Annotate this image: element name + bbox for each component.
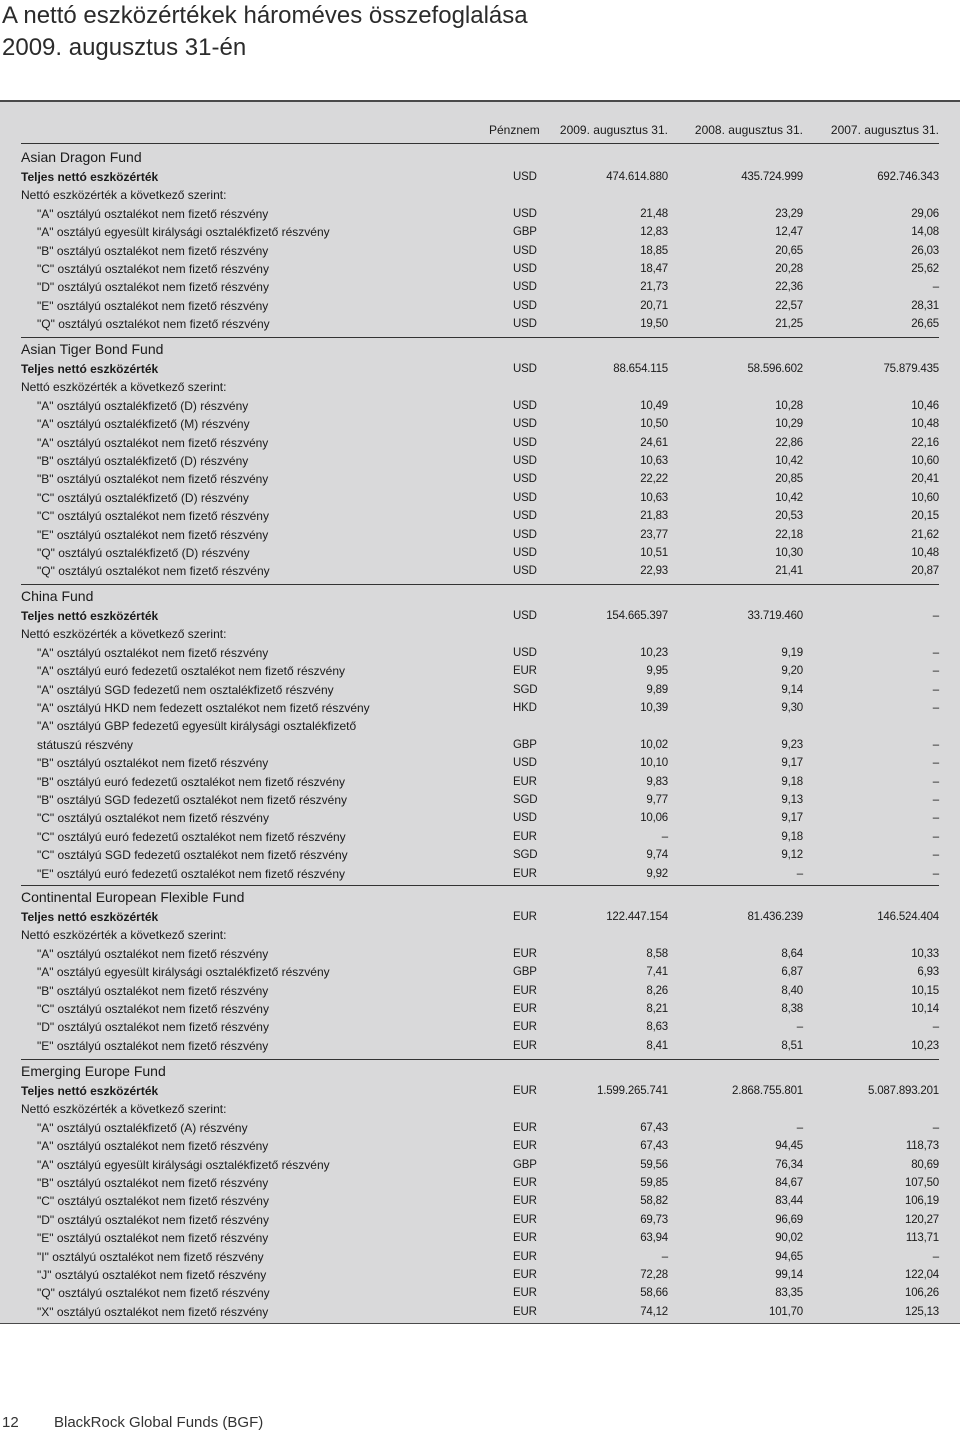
share-class-label: "A" osztályú egyesült királysági osztalékfizető részvény	[37, 965, 330, 980]
share-class-label: "B" osztályú osztalékot nem fizető részvény	[37, 243, 269, 258]
share-class-nav-2008: 83,35	[775, 1287, 803, 1300]
share-class-nav-2009: 18,47	[640, 263, 668, 275]
share-class-nav-2008: 9,17	[781, 757, 803, 770]
share-class-label: "A" osztályú osztalékot nem fizető részvény	[37, 206, 269, 221]
share-class-label: "A" osztályú SGD fedezetű nem osztalékfizető részvény	[37, 682, 334, 697]
share-class-currency: SGD	[513, 849, 538, 862]
share-class-currency: EUR	[513, 867, 537, 880]
share-class-label: "B" osztályú osztalékot nem fizető részvény	[37, 983, 269, 998]
nav-breakdown-label: Nettó eszközérték a következő szerint:	[21, 380, 227, 395]
total-nav-2008: 81.436.239	[747, 911, 803, 923]
share-class-nav-2008: 9,23	[781, 738, 803, 751]
total-nav-label: Teljes nettó eszközérték	[21, 362, 159, 376]
fund-title: Emerging Europe Fund	[21, 1063, 166, 1079]
total-nav-2008: 435.724.999	[741, 171, 803, 183]
share-class-nav-2008: –	[796, 1121, 803, 1134]
share-class-nav-2007: 80,69	[911, 1158, 939, 1171]
page-title	[2, 0, 528, 64]
share-class-nav-2007: 120,27	[905, 1213, 939, 1226]
fund-title: China Fund	[21, 588, 94, 604]
share-class-nav-2008: 22,36	[775, 281, 803, 294]
share-class-nav-2007: 22,16	[911, 436, 939, 449]
share-class-label: "B" osztályú osztalékot nem fizető részvény	[37, 756, 269, 771]
fund-divider	[21, 1059, 939, 1060]
share-class-label: "C" osztályú osztalékot nem fizető részvény	[37, 509, 269, 524]
share-class-label: "Q" osztályú osztalékfizető (D) részvény	[37, 546, 250, 560]
share-class-nav-2008: 10,42	[775, 455, 803, 467]
share-class-nav-2009: 10,63	[640, 455, 668, 467]
share-class-currency: USD	[513, 299, 537, 312]
column-header-2008: 2008. augusztus 31.	[694, 123, 803, 137]
total-nav-2007: 692.746.343	[877, 171, 939, 183]
share-class-currency: USD	[513, 418, 537, 431]
share-class-label: "Q" osztályú osztalékot nem fizető részvény	[37, 1286, 270, 1301]
total-nav-2007: 5.087.893.201	[868, 1085, 939, 1097]
share-class-nav-2009: 10,23	[640, 646, 668, 659]
share-class-nav-2008: 6,87	[781, 966, 803, 979]
share-class-currency: USD	[513, 510, 537, 523]
share-class-currency: USD	[513, 281, 537, 294]
share-class-nav-2009: 58,66	[640, 1287, 668, 1300]
share-class-label: "C" osztályú osztalékot nem fizető részvény	[37, 811, 269, 826]
total-nav-currency: USD	[513, 610, 537, 622]
share-class-nav-2007: 21,62	[911, 528, 939, 541]
total-nav-currency: EUR	[513, 911, 537, 923]
share-class-label: "A" osztályú osztalékot nem fizető részvény	[37, 946, 269, 961]
share-class-nav-2008: 12,47	[775, 226, 803, 239]
share-class-nav-2008: 99,14	[775, 1269, 803, 1281]
total-nav-2009: 1.599.265.741	[597, 1085, 668, 1097]
share-class-currency: USD	[513, 207, 537, 220]
share-class-nav-2007: –	[932, 1021, 939, 1034]
share-class-nav-2008: 20,65	[775, 244, 803, 257]
share-class-nav-2007: –	[932, 702, 939, 714]
share-class-label: "E" osztályú osztalékot nem fizető részvény	[37, 1231, 269, 1246]
share-class-nav-2009: 8,26	[646, 984, 668, 997]
fund-title: Continental European Flexible Fund	[21, 889, 245, 905]
share-class-nav-2007: –	[932, 849, 939, 862]
share-class-nav-2007: 10,14	[911, 1003, 939, 1015]
share-class-nav-2008: 94,45	[775, 1140, 803, 1153]
share-class-label: "A" osztályú osztalékot nem fizető részvény	[37, 645, 269, 660]
share-class-label: "Q" osztályú osztalékot nem fizető részvény	[37, 317, 270, 332]
share-class-nav-2007: –	[932, 812, 939, 825]
share-class-nav-2009: 10,06	[640, 812, 668, 825]
share-class-nav-2009: 9,89	[646, 683, 668, 696]
share-class-nav-2007: 20,87	[911, 565, 939, 578]
share-class-nav-2008: 21,41	[775, 565, 803, 578]
share-class-label: "C" osztályú osztalékot nem fizető részvény	[37, 1002, 269, 1016]
share-class-label: "B" osztályú osztalékfizető (D) részvény	[37, 454, 249, 468]
share-class-nav-2007: 106,19	[905, 1195, 939, 1208]
share-class-nav-2007: 122,04	[905, 1269, 939, 1281]
share-class-label: "A" osztályú osztalékfizető (A) részvény	[37, 1120, 248, 1135]
share-class-currency: GBP	[513, 966, 537, 979]
total-nav-2009: 88.654.115	[613, 363, 668, 375]
share-class-nav-2009: 10,63	[640, 491, 668, 504]
share-class-currency: EUR	[513, 830, 537, 843]
share-class-currency: USD	[513, 473, 537, 486]
share-class-currency: EUR	[513, 1121, 537, 1134]
share-class-nav-2008: 10,29	[775, 418, 803, 431]
share-class-nav-2007: 10,23	[911, 1039, 939, 1052]
total-nav-2009: 474.614.880	[606, 171, 668, 183]
share-class-currency: EUR	[513, 1305, 537, 1318]
share-class-nav-2009: 21,48	[640, 207, 668, 220]
share-class-nav-2009: 59,85	[640, 1177, 668, 1189]
share-class-nav-2008: 9,20	[781, 665, 803, 678]
share-class-currency: SGD	[513, 683, 538, 696]
total-nav-2007: 75.879.435	[883, 363, 939, 375]
share-class-nav-2007: 29,06	[911, 207, 939, 220]
share-class-nav-2007: –	[932, 683, 939, 696]
share-class-nav-2008: 22,57	[775, 299, 803, 312]
share-class-nav-2007: 125,13	[905, 1305, 939, 1318]
share-class-label: "B" osztályú euró fedezetű osztalékot nem fizető részvény	[37, 774, 346, 789]
share-class-label: "J" osztályú osztalékot nem fizető részvény	[37, 1268, 267, 1282]
share-class-nav-2009: 63,94	[640, 1232, 668, 1245]
share-class-nav-2008: 8,64	[781, 947, 803, 960]
share-class-nav-2009: 21,73	[640, 281, 668, 294]
share-class-label: státuszú részvény	[37, 737, 134, 752]
share-class-label: "C" osztályú euró fedezetű osztalékot nem fizető részvény	[37, 829, 346, 844]
nav-breakdown-label: Nettó eszközérték a következő szerint:	[21, 1102, 227, 1117]
share-class-currency: USD	[513, 455, 537, 467]
share-class-nav-2007: 10,46	[911, 399, 939, 412]
share-class-currency: EUR	[513, 1177, 537, 1189]
share-class-nav-2008: 9,13	[781, 794, 803, 806]
share-class-nav-2008: 9,18	[781, 775, 803, 788]
share-class-label: "A" osztályú HKD nem fedezett osztalékot nem fizető részvény	[37, 701, 370, 715]
share-class-nav-2009: 58,82	[640, 1195, 668, 1208]
share-class-nav-2008: 9,17	[781, 812, 803, 825]
share-class-label: "B" osztályú osztalékot nem fizető részvény	[37, 1176, 269, 1190]
share-class-currency: EUR	[513, 1250, 537, 1263]
share-class-nav-2007: –	[932, 1121, 939, 1134]
share-class-currency: EUR	[513, 1232, 537, 1245]
share-class-currency: GBP	[513, 226, 537, 239]
share-class-currency: USD	[513, 812, 537, 825]
share-class-currency: EUR	[513, 775, 537, 788]
share-class-nav-2008: 8,40	[781, 984, 803, 997]
share-class-nav-2009: 23,77	[640, 528, 668, 541]
share-class-currency: USD	[513, 565, 537, 578]
share-class-nav-2008: –	[796, 1021, 803, 1034]
share-class-nav-2007: –	[932, 738, 939, 751]
share-class-nav-2008: 20,28	[775, 263, 803, 275]
share-class-nav-2007: –	[932, 1250, 939, 1263]
share-class-currency: USD	[513, 528, 537, 541]
share-class-nav-2009: 10,50	[640, 418, 668, 431]
share-class-nav-2007: 26,65	[911, 318, 939, 331]
share-class-nav-2009: –	[661, 1250, 668, 1263]
share-class-nav-2008: –	[796, 867, 803, 880]
share-class-label: "E" osztályú euró fedezetű osztalékot nem fizető részvény	[37, 866, 346, 881]
share-class-nav-2009: 8,21	[646, 1003, 668, 1015]
fund-divider	[21, 337, 939, 338]
share-class-nav-2009: 21,83	[640, 510, 668, 523]
share-class-currency: EUR	[513, 1021, 537, 1034]
nav-breakdown-label: Nettó eszközérték a következő szerint:	[21, 188, 227, 203]
share-class-currency: USD	[513, 263, 537, 275]
share-class-nav-2008: 22,18	[775, 528, 803, 541]
share-class-nav-2007: 6,93	[917, 966, 939, 979]
share-class-nav-2007: 14,08	[911, 226, 939, 239]
share-class-nav-2009: 18,85	[640, 244, 668, 257]
share-class-nav-2009: 67,43	[640, 1140, 668, 1153]
share-class-nav-2007: –	[932, 646, 939, 659]
total-nav-label: Teljes nettó eszközérték	[21, 609, 159, 623]
share-class-currency: GBP	[513, 1158, 537, 1171]
share-class-nav-2009: 72,28	[640, 1269, 668, 1281]
share-class-nav-2009: 9,77	[646, 794, 668, 806]
total-nav-2008: 58.596.602	[747, 363, 803, 375]
total-nav-2009: 122.447.154	[606, 911, 668, 923]
share-class-label: "X" osztályú osztalékot nem fizető részvény	[37, 1304, 269, 1319]
share-class-nav-2009: 10,02	[640, 738, 668, 751]
share-class-nav-2007: –	[932, 867, 939, 880]
share-class-currency: EUR	[513, 1039, 537, 1052]
share-class-currency: USD	[513, 436, 537, 449]
share-class-nav-2009: 59,56	[640, 1158, 668, 1171]
share-class-nav-2007: –	[932, 775, 939, 788]
share-class-currency: EUR	[513, 1287, 537, 1300]
share-class-currency: USD	[513, 547, 537, 559]
share-class-currency: EUR	[513, 1003, 537, 1015]
share-class-currency: USD	[513, 244, 537, 257]
share-class-label: "B" osztályú SGD fedezetű osztalékot nem fizető részvény	[37, 793, 347, 807]
share-class-label: "I" osztályú osztalékot nem fizető részvény	[37, 1249, 264, 1264]
footer-page-number: 12	[2, 1414, 19, 1431]
share-class-nav-2008: 9,19	[781, 646, 803, 659]
total-nav-label: Teljes nettó eszközérték	[21, 170, 159, 184]
share-class-label: "A" osztályú osztalékot nem fizető részvény	[37, 435, 269, 450]
share-class-currency: USD	[513, 491, 537, 504]
share-class-nav-2008: 10,42	[775, 491, 803, 504]
fund-divider	[21, 584, 939, 585]
share-class-nav-2007: 25,62	[911, 263, 939, 275]
share-class-nav-2009: 10,51	[640, 547, 668, 559]
share-class-nav-2009: 9,92	[646, 867, 668, 880]
share-class-label: "D" osztályú osztalékot nem fizető részvény	[37, 1212, 269, 1227]
share-class-nav-2007: 107,50	[905, 1177, 939, 1189]
fund-title: Asian Tiger Bond Fund	[21, 341, 164, 357]
share-class-nav-2007: 28,31	[911, 299, 939, 312]
share-class-nav-2007: –	[932, 281, 939, 294]
share-class-currency: EUR	[513, 665, 537, 678]
share-class-nav-2007: –	[932, 665, 939, 678]
total-nav-2007: 146.524.404	[877, 911, 939, 923]
fund-title: Asian Dragon Fund	[21, 149, 142, 165]
share-class-nav-2009: 9,83	[646, 775, 668, 788]
share-class-nav-2009: 8,58	[646, 947, 668, 960]
column-header-currency: Pénznem	[489, 123, 540, 137]
share-class-nav-2008: 84,67	[775, 1177, 803, 1189]
share-class-nav-2008: 96,69	[775, 1213, 803, 1226]
share-class-nav-2009: 20,71	[640, 299, 668, 312]
share-class-nav-2008: 9,12	[781, 849, 803, 862]
share-class-nav-2008: 76,34	[775, 1158, 803, 1171]
share-class-nav-2007: 10,33	[911, 947, 939, 960]
total-nav-2007: –	[932, 610, 939, 622]
share-class-nav-2009: 74,12	[640, 1305, 668, 1318]
column-header-2009: 2009. augusztus 31.	[559, 123, 668, 137]
share-class-label: "A" osztályú osztalékfizető (D) részvény	[37, 398, 249, 413]
share-class-nav-2007: 113,71	[905, 1232, 939, 1245]
share-class-currency: EUR	[513, 1140, 537, 1153]
total-nav-2008: 2.868.755.801	[732, 1085, 803, 1097]
share-class-nav-2008: 101,70	[769, 1305, 803, 1318]
panel-top-divider	[0, 100, 960, 102]
share-class-label: "C" osztályú osztalékfizető (D) részvény	[37, 490, 249, 505]
share-class-nav-2009: 10,49	[640, 399, 668, 412]
share-class-nav-2009: 69,73	[640, 1213, 668, 1226]
nav-breakdown-label: Nettó eszközérték a következő szerint:	[21, 928, 227, 943]
share-class-currency: SGD	[513, 794, 538, 806]
share-class-label: "C" osztályú osztalékot nem fizető részvény	[37, 262, 269, 276]
share-class-label: "E" osztályú osztalékot nem fizető részvény	[37, 298, 269, 313]
share-class-label: "A" osztályú GBP fedezetű egyesült királysági osztalékfizető	[37, 719, 357, 734]
share-class-nav-2007: 118,73	[905, 1140, 939, 1153]
panel-bottom-divider	[0, 1323, 960, 1324]
share-class-currency: EUR	[513, 1269, 537, 1281]
share-class-nav-2007: 106,26	[905, 1287, 939, 1300]
share-class-label: "E" osztályú osztalékot nem fizető részvény	[37, 527, 269, 542]
share-class-label: "A" osztályú osztalékfizető (M) részvény	[37, 417, 250, 432]
share-class-nav-2008: 10,28	[775, 399, 803, 412]
share-class-label: "E" osztályú osztalékot nem fizető részvény	[37, 1038, 269, 1053]
total-nav-2009: 154.665.397	[606, 610, 668, 622]
share-class-currency: USD	[513, 399, 537, 412]
footer-brand: BlackRock Global Funds (BGF)	[54, 1414, 264, 1431]
share-class-nav-2009: 9,74	[646, 849, 668, 862]
share-class-currency: GBP	[513, 738, 537, 751]
share-class-label: "D" osztályú osztalékot nem fizető részvény	[37, 280, 269, 295]
share-class-nav-2009: 22,22	[640, 473, 668, 486]
share-class-nav-2007: 26,03	[911, 244, 939, 257]
share-class-nav-2007: 20,15	[911, 510, 939, 523]
share-class-nav-2007: –	[932, 830, 939, 843]
share-class-label: "A" osztályú euró fedezetű osztalékot nem fizető részvény	[37, 664, 346, 679]
share-class-nav-2008: 8,51	[781, 1039, 803, 1052]
share-class-currency: EUR	[513, 984, 537, 997]
share-class-nav-2009: 22,93	[640, 565, 668, 578]
total-nav-2008: 33.719.460	[747, 610, 803, 622]
share-class-label: "C" osztályú SGD fedezetű osztalékot nem fizető részvény	[37, 848, 348, 863]
share-class-nav-2008: 21,25	[775, 318, 803, 331]
share-class-nav-2008: 22,86	[775, 436, 803, 449]
fund-divider	[21, 885, 939, 886]
share-class-nav-2008: 23,29	[775, 207, 803, 220]
share-class-nav-2007: 10,48	[911, 547, 939, 559]
share-class-nav-2007: 10,60	[911, 491, 939, 504]
share-class-nav-2009: 8,41	[646, 1039, 668, 1052]
total-nav-currency: EUR	[513, 1085, 537, 1097]
total-nav-label: Teljes nettó eszközérték	[21, 910, 159, 924]
share-class-currency: EUR	[513, 1213, 537, 1226]
share-class-nav-2007: 10,15	[911, 984, 939, 997]
column-header-2007: 2007. augusztus 31.	[830, 123, 939, 137]
share-class-currency: USD	[513, 318, 537, 331]
share-class-nav-2008: 8,38	[781, 1003, 803, 1015]
share-class-nav-2008: 20,85	[775, 473, 803, 486]
share-class-nav-2009: 7,41	[646, 966, 668, 979]
share-class-currency: EUR	[513, 947, 537, 960]
header-divider	[21, 143, 939, 144]
share-class-currency: EUR	[513, 1195, 537, 1208]
page-title-line-2: 2009. augusztus 31-én	[2, 34, 247, 61]
share-class-nav-2008: 90,02	[775, 1232, 803, 1245]
share-class-label: "B" osztályú osztalékot nem fizető részvény	[37, 472, 269, 487]
share-class-currency: USD	[513, 646, 537, 659]
share-class-nav-2009: 19,50	[640, 318, 668, 331]
share-class-nav-2007: 20,41	[911, 473, 939, 486]
share-class-nav-2009: 9,95	[646, 665, 668, 678]
share-class-nav-2008: 9,18	[781, 830, 803, 843]
share-class-nav-2008: 10,30	[775, 547, 803, 559]
share-class-label: "A" osztályú egyesült királysági osztalékfizető részvény	[37, 225, 330, 240]
share-class-label: "D" osztályú osztalékot nem fizető részvény	[37, 1020, 269, 1035]
share-class-nav-2007: –	[932, 757, 939, 770]
share-class-nav-2007: 10,48	[911, 418, 939, 431]
total-nav-currency: USD	[513, 363, 537, 375]
share-class-nav-2008: 20,53	[775, 510, 803, 523]
share-class-label: "A" osztályú egyesült királysági osztalékfizető részvény	[37, 1157, 330, 1172]
nav-breakdown-label: Nettó eszközérték a következő szerint:	[21, 627, 227, 642]
share-class-nav-2008: 83,44	[775, 1195, 803, 1208]
share-class-nav-2009: 67,43	[640, 1121, 668, 1134]
share-class-nav-2009: –	[661, 830, 668, 843]
share-class-nav-2008: 9,14	[781, 683, 803, 696]
share-class-currency: HKD	[513, 702, 537, 714]
share-class-nav-2009: 10,39	[640, 702, 668, 714]
share-class-nav-2008: 94,65	[775, 1250, 803, 1263]
share-class-nav-2009: 12,83	[640, 226, 668, 239]
share-class-currency: USD	[513, 757, 537, 770]
page-title-line-1: A nettó eszközértékek hároméves összefoglalása	[2, 2, 528, 29]
share-class-label: "Q" osztályú osztalékot nem fizető részvény	[37, 564, 270, 579]
total-nav-label: Teljes nettó eszközérték	[21, 1084, 159, 1098]
total-nav-currency: USD	[513, 171, 537, 183]
share-class-nav-2009: 10,10	[640, 757, 668, 770]
share-class-nav-2009: 24,61	[640, 436, 668, 449]
share-class-nav-2008: 9,30	[781, 702, 803, 714]
share-class-label: "C" osztályú osztalékot nem fizető részvény	[37, 1194, 269, 1209]
share-class-nav-2007: 10,60	[911, 455, 939, 467]
share-class-nav-2009: 8,63	[646, 1021, 668, 1034]
share-class-nav-2007: –	[932, 794, 939, 806]
share-class-label: "A" osztályú osztalékot nem fizető részvény	[37, 1139, 269, 1154]
